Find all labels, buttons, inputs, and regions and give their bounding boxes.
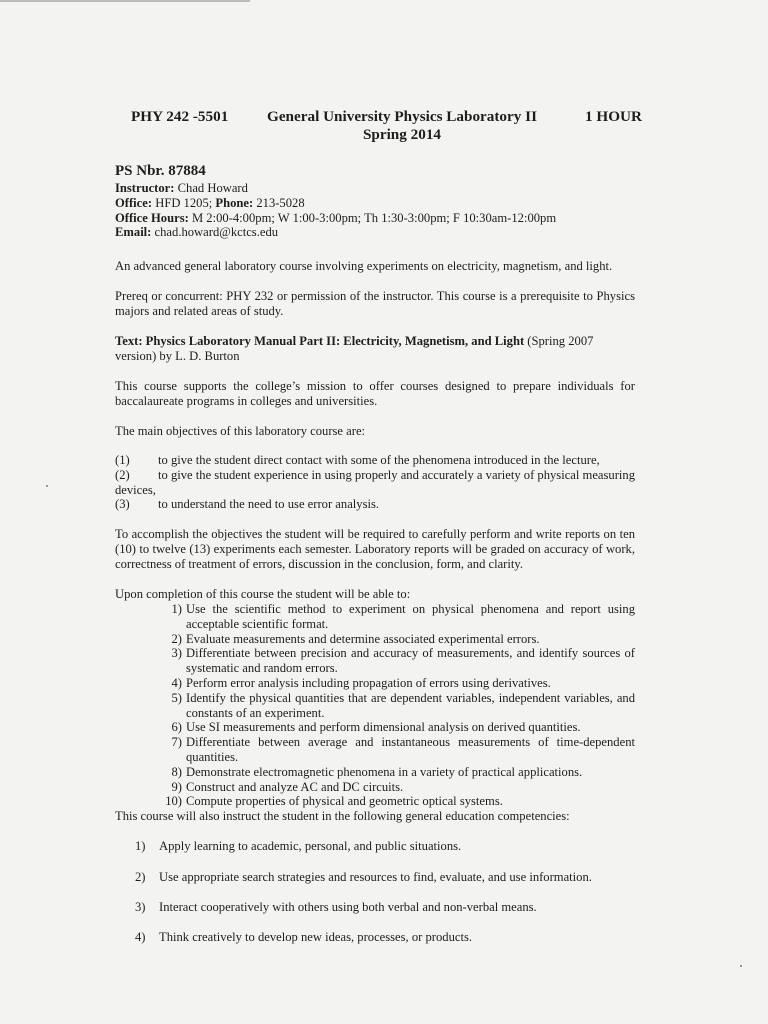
outcome-number: 6)	[171, 720, 182, 735]
outcome-text: Use SI measurements and perform dimensional analysis on derived quantities.	[186, 720, 581, 735]
phone-value: 213-5028	[256, 195, 305, 210]
mission-text: This course supports the college’s mission to offer courses designed to prepare individuals for baccalaureate programs in colleges and universities.	[115, 379, 635, 408]
course-title	[267, 108, 537, 144]
list-item	[135, 839, 461, 854]
requirements-text: To accomplish the objectives the student will be required to carefully perform and write reports on ten (10) to twelve (13) experiments each semester. Laboratory reports will be graded on accuracy of work, correctness of treatment of errors, discussion in the conclusion, form, and clarity.	[115, 527, 635, 571]
objective-number: (1)	[115, 453, 130, 467]
outcome-number: 5)	[171, 690, 182, 705]
office-hours-value: M 2:00-4:00pm; W 1:00-3:00pm; Th 1:30-3:00pm; F 10:30am-12:00pm	[191, 210, 557, 225]
outcome-text: Construct and analyze AC and DC circuits.	[186, 779, 404, 794]
objective-text: to give the student direct contact with some of the phenomena introduced in the lecture,	[158, 453, 600, 467]
office-hours-line	[115, 211, 635, 226]
list-item	[115, 765, 635, 780]
instructor-name: Chad Howard	[177, 181, 248, 195]
competency-number: 2)	[135, 870, 146, 884]
objective-text: to understand the need to use error analysis.	[158, 497, 380, 512]
instructor-info	[115, 181, 635, 240]
outcome-number: 4)	[171, 675, 182, 690]
competency-text: Use appropriate search strategies and resources to find, evaluate, and use information.	[159, 870, 592, 884]
competency-number: 1)	[135, 839, 146, 853]
outcome-text: Use the scientific method to experiment on physical phenomena and report using acceptable scientific format.	[186, 602, 635, 631]
list-item	[115, 691, 635, 721]
objective-continuation: devices,	[115, 482, 156, 497]
objectives-intro: The main objectives of this laboratory course are:	[115, 424, 366, 438]
objectives-list	[115, 453, 635, 512]
list-item	[115, 497, 635, 512]
outcome-number: 10)	[165, 794, 182, 809]
course-term: Spring 2014	[362, 126, 442, 143]
list-item	[135, 930, 472, 945]
outcomes-intro: Upon completion of this course the student will be able to:	[115, 587, 411, 601]
outcome-text: Differentiate between precision and accuracy of measurements, and identify sources of systematic and random errors.	[186, 646, 635, 676]
list-item	[115, 794, 635, 809]
outcome-text: Identify the physical quantities that are dependent variables, independent variables, and constants of an experiment.	[186, 690, 635, 720]
scan-speck	[740, 965, 742, 967]
email-label: Email:	[115, 225, 152, 240]
prerequisite-text: Prereq or concurrent: PHY 232 or permission of the instructor. This course is a prerequisite to Physics majors and related areas of study.	[115, 289, 635, 318]
outcome-text: Differentiate between average and instantaneous measurements of time-dependent quantities.	[186, 735, 635, 764]
outcome-text: Evaluate measurements and determine associated experimental errors.	[186, 631, 540, 646]
competency-text: Interact cooperatively with others using both verbal and non-verbal means.	[159, 900, 537, 914]
list-item	[135, 870, 592, 885]
email-line	[115, 225, 635, 240]
list-item	[115, 646, 635, 676]
list-item	[135, 900, 537, 915]
scan-speck	[46, 485, 48, 487]
list-item	[115, 468, 635, 483]
outcome-number: 8)	[171, 764, 182, 779]
scan-edge-line	[0, 0, 250, 2]
email-value: chad.howard@kctcs.edu	[154, 225, 279, 240]
outcome-number: 9)	[171, 779, 182, 794]
competencies-intro: This course will also instruct the student in the following general education competencies:	[115, 809, 570, 823]
list-item	[115, 453, 635, 468]
phone-label: Phone:	[215, 195, 254, 210]
course-hours: 1 HOUR	[585, 108, 642, 125]
instructor-line	[115, 181, 635, 196]
textbook-title: Text: Physics Laboratory Manual Part II: Electricity, Magnetism, and Light	[115, 334, 525, 348]
outcome-text: Demonstrate electromagnetic phenomena in a variety of practical applications.	[186, 764, 583, 779]
competency-text: Apply learning to academic, personal, and public situations.	[159, 839, 462, 853]
list-item	[115, 720, 635, 735]
office-label: Office:	[115, 195, 153, 210]
outcome-text: Perform error analysis including propagation of errors using derivatives.	[186, 675, 551, 690]
competency-text: Think creatively to develop new ideas, processes, or products.	[159, 930, 472, 944]
outcome-number: 2)	[171, 631, 182, 646]
outcome-text: Compute properties of physical and geometric optical systems.	[186, 794, 503, 809]
list-item	[115, 780, 635, 795]
list-item	[115, 676, 635, 691]
course-header	[115, 108, 645, 148]
office-hours-label: Office Hours:	[115, 210, 189, 225]
course-description: An advanced general laboratory course involving experiments on electricity, magnetism, and light.	[115, 259, 613, 273]
office-value: HFD 1205;	[155, 195, 213, 210]
course-code: PHY 242 -5501	[131, 108, 229, 125]
outcome-number: 3)	[171, 646, 182, 661]
ps-number: PS Nbr. 87884	[115, 163, 206, 179]
outcomes-list	[115, 602, 635, 809]
competency-number: 4)	[135, 930, 146, 944]
list-item	[115, 602, 635, 632]
instructor-label: Instructor:	[115, 181, 175, 195]
office-line	[115, 196, 635, 211]
objective-number: (2)	[115, 467, 130, 482]
competency-number: 3)	[135, 900, 146, 914]
objective-number: (3)	[115, 497, 130, 512]
objective-text: to give the student experience in using properly and accurately a variety of physical measuring	[158, 467, 635, 482]
outcome-number: 1)	[171, 602, 182, 616]
list-item	[115, 632, 635, 647]
outcome-number: 7)	[171, 735, 182, 750]
textbook-text	[115, 334, 635, 364]
list-item	[115, 735, 635, 765]
course-title-line: General University Physics Laboratory II	[267, 108, 537, 125]
textbook-edition: (Spring 2007 version) by L. D. Burton	[115, 334, 594, 363]
